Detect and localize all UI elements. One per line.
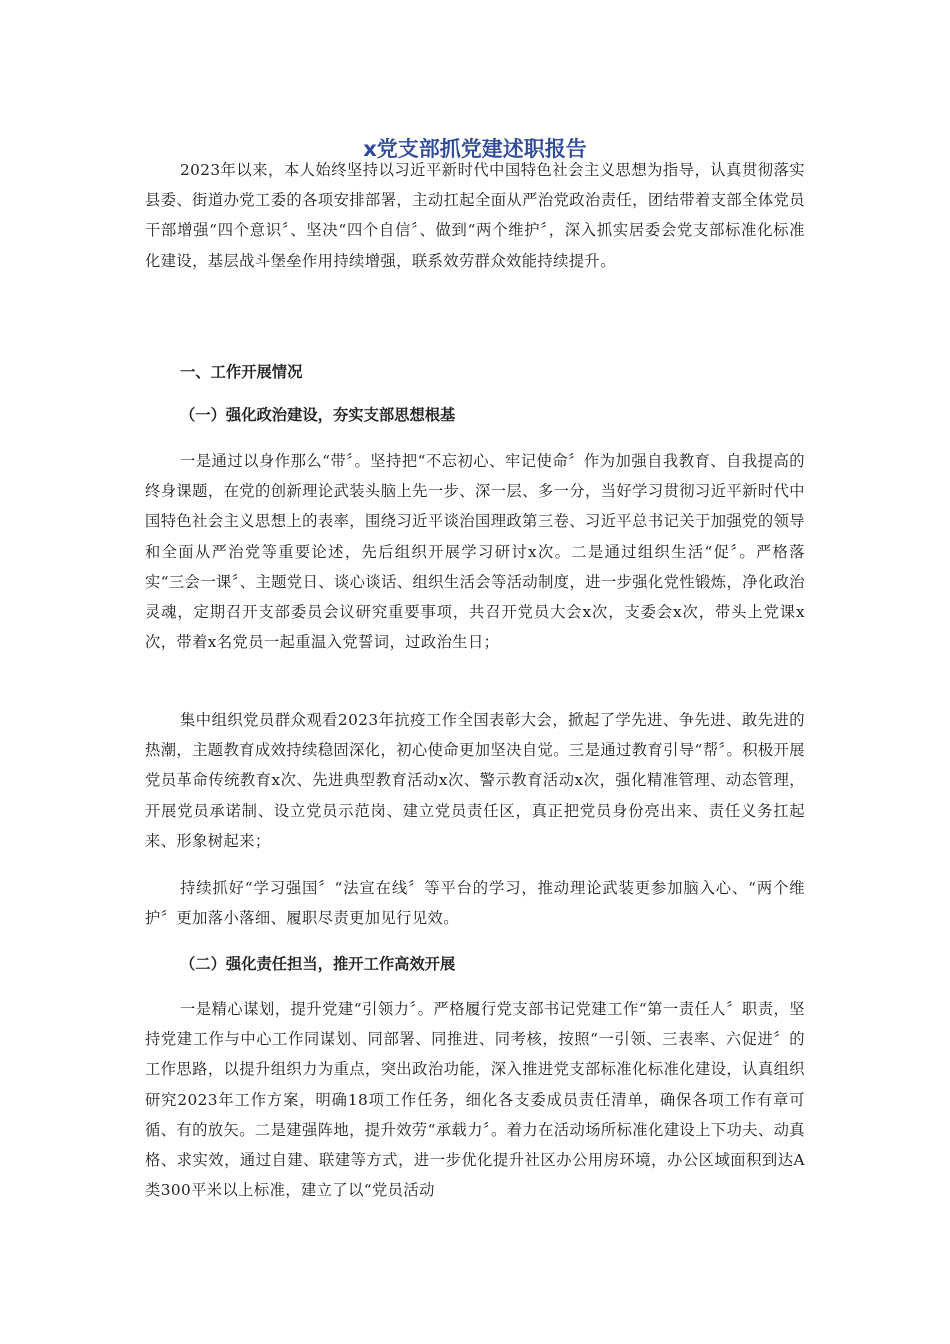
intro-paragraph: 2023年以来，本人始终坚持以习近平新时代中国特色社会主义思想为指导，认真贯彻落实县委、街道办党工委的各项安排部署，主动扛起全面从严治党政治责任，团结带着支部全体党员干部增强“四个意识〞、坚决“四个自信〞、做到“两个维护〞，深入抓实居委会党支部标准化标准化建设，基层战斗堡垒作用持续增强，联系效劳群众效能持续提升。: [145, 161, 805, 270]
subsection-1-paragraph-3: 持续抓好“学习强国〞“法宣在线〞等平台的学习，推动理论武装更参加脑入心、“两个维护〞更加落小落细、履职尽责更加见行见效。: [145, 879, 805, 928]
subsection-heading-1: （一）强化政治建设，夯实支部思想根基: [180, 406, 456, 424]
section-heading: 一、工作开展情况: [180, 363, 303, 381]
subsection-1-paragraph-2: 集中组织党员群众观看2023年抗疫工作全国表彰大会，掀起了学先进、争先进、敢先进的热潮，主题教育成效持续稳固深化，初心使命更加坚决自觉。三是通过教育引导“帮〞。积极开展党员革命传统教育x次、先进典型教育活动x次、警示教育活动x次，强化精准管理、动态管理，开展党员承诺制、设立党员示范岗、建立党员责任区，真正把党员身份亮出来、责任义务扛起来、形象树起来；: [145, 711, 805, 850]
subsection-1-paragraph-1: 一是通过以身作那么“带〞。坚持把“不忘初心、牢记使命〞作为加强自我教育、自我提高的终身课题，在党的创新理论武装头脑上先一步、深一层、多一分，当好学习贯彻习近平新时代中国特色社会主义思想上的表率，围绕习近平谈治国理政第三卷、习近平总书记关于加强党的领导和全面从严治党等重要论述，先后组织开展学习研讨x次。二是通过组织生活“促〞。严格落实“三会一课〞、主题党日、谈心谈话、组织生活会等活动制度，进一步强化党性锻炼，净化政治灵魂，定期召开支部委员会议研究重要事项，共召开党员大会x次，支委会x次，带头上党课x次，带着x名党员一起重温入党誓词，过政治生日；: [145, 452, 805, 652]
subsection-2-paragraph-1: 一是精心谋划，提升党建“引领力〞。严格履行党支部书记党建工作“第一责任人〞职责，坚持党建工作与中心工作同谋划、同部署、同推进、同考核，按照“一引领、三表率、六促进〞的工作思路，以提升组织力为重点，突出政治功能，深入推进党支部标准化标准化建设，认真组织研究2023年工作方案，明确18项工作任务，细化各支委成员责任清单，确保各项工作有章可循、有的放矢。二是建强阵地，提升效劳“承载力〞。着力在活动场所标准化建设上下功夫、动真格、求实效，通过自建、联建等方式，进一步优化提升社区办公用房环境，办公区域面积到达A类300平米以上标准，建立了以“党员活动: [145, 1000, 805, 1200]
subsection-heading-2: （二）强化责任担当，推开工作高效开展: [180, 955, 456, 973]
document-title: x党支部抓党建述职报告: [363, 137, 587, 161]
